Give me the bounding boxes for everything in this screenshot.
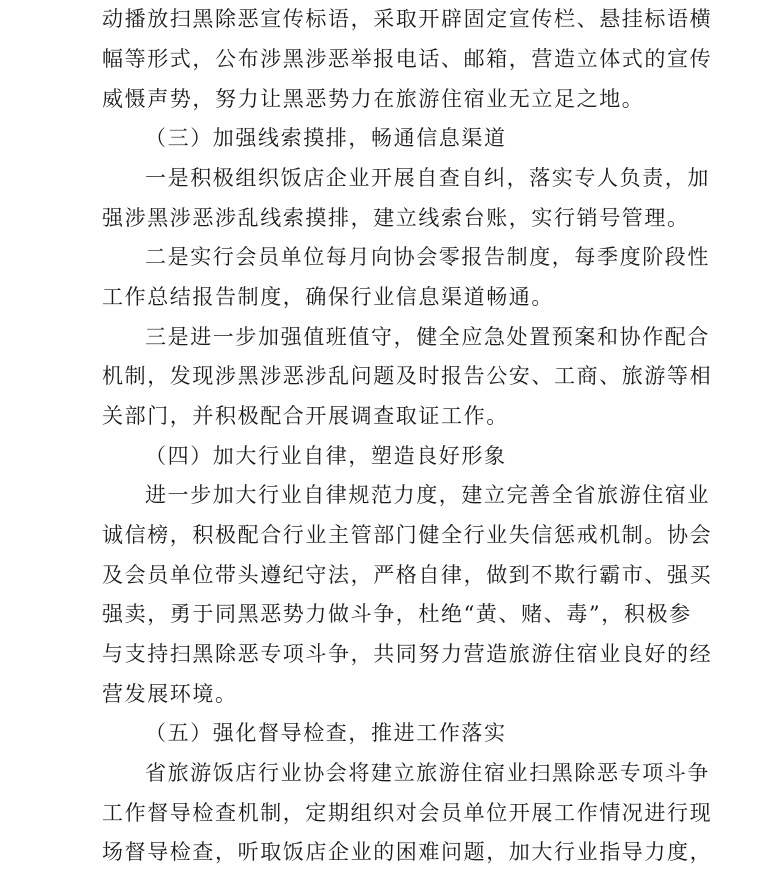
- paragraph-line: 进一步加大行业自律规范力度，建立完善全省旅游住宿业: [145, 483, 710, 507]
- paragraph-line: 营发展环境。: [102, 682, 238, 706]
- paragraph-line: 强涉黑涉恶涉乱线索摸排，建立线索台账，实行销号管理。: [102, 206, 690, 230]
- paragraph-line: 诚信榜，积极配合行业主管部门健全行业失信惩戒机制。协会: [102, 523, 713, 547]
- section-heading-5: （五）强化督导检查，推进工作落实: [145, 721, 507, 745]
- paragraph-line: 关部门，并积极配合开展调查取证工作。: [102, 404, 509, 428]
- section-heading-3: （三）加强线索摸排，畅通信息渠道: [145, 126, 507, 150]
- paragraph-line: 一是积极组织饭店企业开展自查自纠，落实专人负责，加: [145, 166, 710, 190]
- paragraph-line: 机制，发现涉黑涉恶涉乱问题及时报告公安、工商、旅游等相: [102, 364, 713, 388]
- paragraph-line: 强卖，勇于同黑恶势力做斗争，杜绝“黄、赌、毒”，积极参: [102, 602, 692, 626]
- paragraph-line: 工作督导检查机制，定期组织对会员单位开展工作情况进行现: [102, 801, 713, 825]
- paragraph-line: 三是进一步加强值班值守，健全应急处置预案和协作配合: [145, 325, 710, 349]
- paragraph-line: 威慑声势，努力让黑恶势力在旅游住宿业无立足之地。: [102, 87, 645, 111]
- paragraph-line: 幅等形式，公布涉黑涉恶举报电话、邮箱，营造立体式的宣传: [102, 47, 713, 71]
- paragraph-line: 动播放扫黑除恶宣传标语，采取开辟固定宣传栏、悬挂标语横: [102, 7, 713, 31]
- paragraph-line: 二是实行会员单位每月向协会零报告制度，每季度阶段性: [145, 245, 710, 269]
- paragraph-line: 及会员单位带头遵纪守法，严格自律，做到不欺行霸市、强买: [102, 563, 713, 587]
- paragraph-line: 省旅游饭店行业协会将建立旅游住宿业扫黑除恶专项斗争: [145, 761, 710, 785]
- paragraph-line: 工作总结报告制度，确保行业信息渠道畅通。: [102, 285, 554, 309]
- paragraph-line: 场督导检查，听取饭店企业的困难问题，加大行业指导力度，: [102, 840, 713, 864]
- paragraph-line: 与支持扫黑除恶专项斗争，共同努力营造旅游住宿业良好的经: [102, 642, 713, 666]
- section-heading-4: （四）加大行业自律，塑造良好形象: [145, 444, 507, 468]
